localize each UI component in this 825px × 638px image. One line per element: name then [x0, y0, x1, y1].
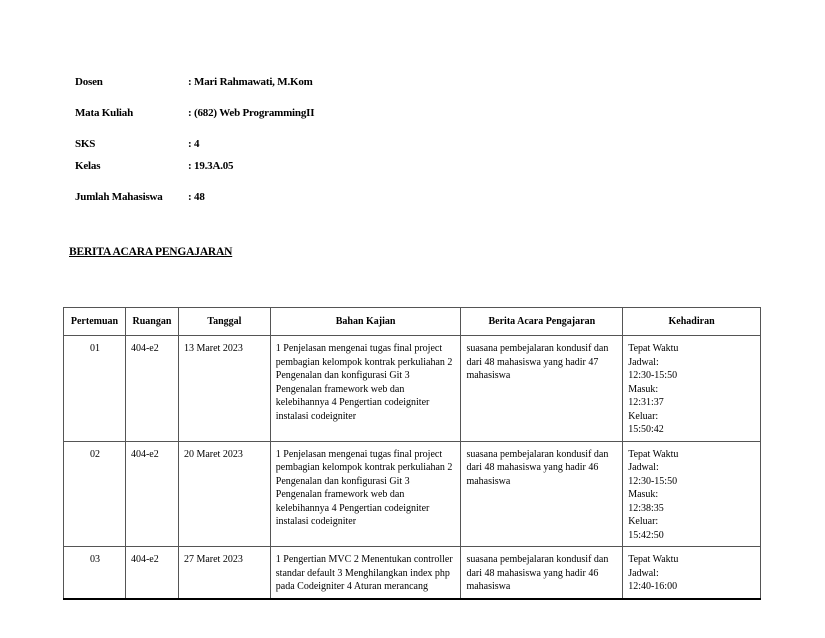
kehadiran-jadwal-value: 12:30-15:50 — [628, 475, 678, 487]
kehadiran-jadwal-label: Jadwal: — [628, 462, 659, 473]
cell-bahan-kajian: 1 Penjelasan mengenai tugas final project pembagian kelompok kontrak perkuliahan 2 Pengenalan dan konfigurasi Git 3 Pengenalan framework web dan kelebihannya 4 Pengertian codeigniter instalasi codeigniter — [270, 441, 461, 547]
kehadiran-masuk-label: Masuk: — [628, 489, 659, 500]
table-row — [64, 547, 761, 599]
sks-value: : 4 — [188, 138, 200, 150]
section-title: BERITA ACARA PENGAJARAN — [69, 246, 233, 258]
kehadiran-jadwal-value: 12:40-16:00 — [628, 581, 678, 592]
info-sks — [75, 138, 199, 150]
cell-bahan-kajian: 1 Pengertian MVC 2 Menentukan controller standar default 3 Menghilangkan index php pada Codeigniter 4 Aturan merancang — [270, 547, 461, 599]
cell-berita-acara: suasana pembejalaran kondusif dan dari 48 mahasiswa yang hadir 46 mahasiswa — [461, 441, 623, 547]
kehadiran-status: Tepat Waktu — [628, 343, 679, 354]
mata-kuliah-label: Mata Kuliah — [75, 107, 133, 119]
cell-bahan-kajian: 1 Penjelasan mengenai tugas final project pembagian kelompok kontrak perkuliahan 2 Pengenalan dan konfigurasi Git 3 Pengenalan framework web dan kelebihannya 4 Pengertian codeigniter instalasi codeigniter — [270, 336, 461, 442]
cell-berita-acara: suasana pembejalaran kondusif dan dari 48 mahasiswa yang hadir 47 mahasiswa — [461, 336, 623, 442]
cell-ruangan: 404-e2 — [125, 336, 178, 442]
kehadiran-keluar-label: Keluar: — [628, 516, 659, 527]
col-header-tanggal: Tanggal — [178, 308, 270, 336]
kehadiran-masuk-value: 12:38:35 — [628, 502, 664, 514]
info-mata-kuliah — [75, 107, 314, 119]
kehadiran-jadwal-label: Jadwal: — [628, 356, 659, 368]
jumlah-mahasiswa-value: : 48 — [188, 191, 205, 203]
cell-kehadiran — [623, 336, 761, 442]
kehadiran-masuk-label: Masuk: — [628, 383, 659, 395]
info-jumlah-mahasiswa — [75, 191, 205, 203]
table-row — [64, 441, 761, 547]
kehadiran-jadwal-value: 12:30-15:50 — [628, 370, 678, 381]
jumlah-mahasiswa-label: Jumlah Mahasiswa — [75, 191, 163, 203]
cell-berita-acara: suasana pembejalaran kondusif dan dari 48 mahasiswa yang hadir 46 mahasiswa — [461, 547, 623, 599]
kehadiran-masuk-value: 12:31:37 — [628, 397, 664, 408]
cell-pertemuan: 01 — [64, 336, 126, 442]
col-header-bahan-kajian: Bahan Kajian — [270, 308, 461, 336]
sks-label: SKS — [75, 138, 96, 150]
kehadiran-status: Tepat Waktu — [628, 448, 679, 460]
col-header-berita-acara: Berita Acara Pengajaran — [461, 308, 623, 336]
berita-acara-table — [63, 307, 761, 600]
cell-kehadiran — [623, 547, 761, 599]
kelas-label: Kelas — [75, 160, 101, 172]
kehadiran-keluar-label: Keluar: — [628, 410, 659, 422]
dosen-value: : Mari Rahmawati, M.Kom — [188, 76, 313, 88]
cell-tanggal: 13 Maret 2023 — [178, 336, 270, 442]
cell-pertemuan: 02 — [64, 441, 126, 547]
info-kelas — [75, 160, 233, 172]
cell-ruangan: 404-e2 — [125, 441, 178, 547]
col-header-kehadiran: Kehadiran — [623, 308, 761, 336]
kelas-value: : 19.3A.05 — [188, 160, 234, 172]
cell-pertemuan: 03 — [64, 547, 126, 599]
table-row — [64, 336, 761, 442]
mata-kuliah-value: : (682) Web ProgrammingII — [188, 107, 315, 119]
col-header-pertemuan: Pertemuan — [64, 308, 126, 336]
kehadiran-jadwal-label: Jadwal: — [628, 567, 659, 579]
kehadiran-status: Tepat Waktu — [628, 554, 679, 565]
cell-kehadiran — [623, 441, 761, 547]
kehadiran-keluar-value: 15:42:50 — [628, 529, 664, 541]
cell-ruangan: 404-e2 — [125, 547, 178, 599]
cell-tanggal: 20 Maret 2023 — [178, 441, 270, 547]
info-dosen — [75, 76, 313, 88]
kehadiran-keluar-value: 15:50:42 — [628, 424, 664, 435]
col-header-ruangan: Ruangan — [125, 308, 178, 336]
dosen-label: Dosen — [75, 76, 103, 88]
cell-tanggal: 27 Maret 2023 — [178, 547, 270, 599]
table-header-row — [64, 308, 761, 336]
